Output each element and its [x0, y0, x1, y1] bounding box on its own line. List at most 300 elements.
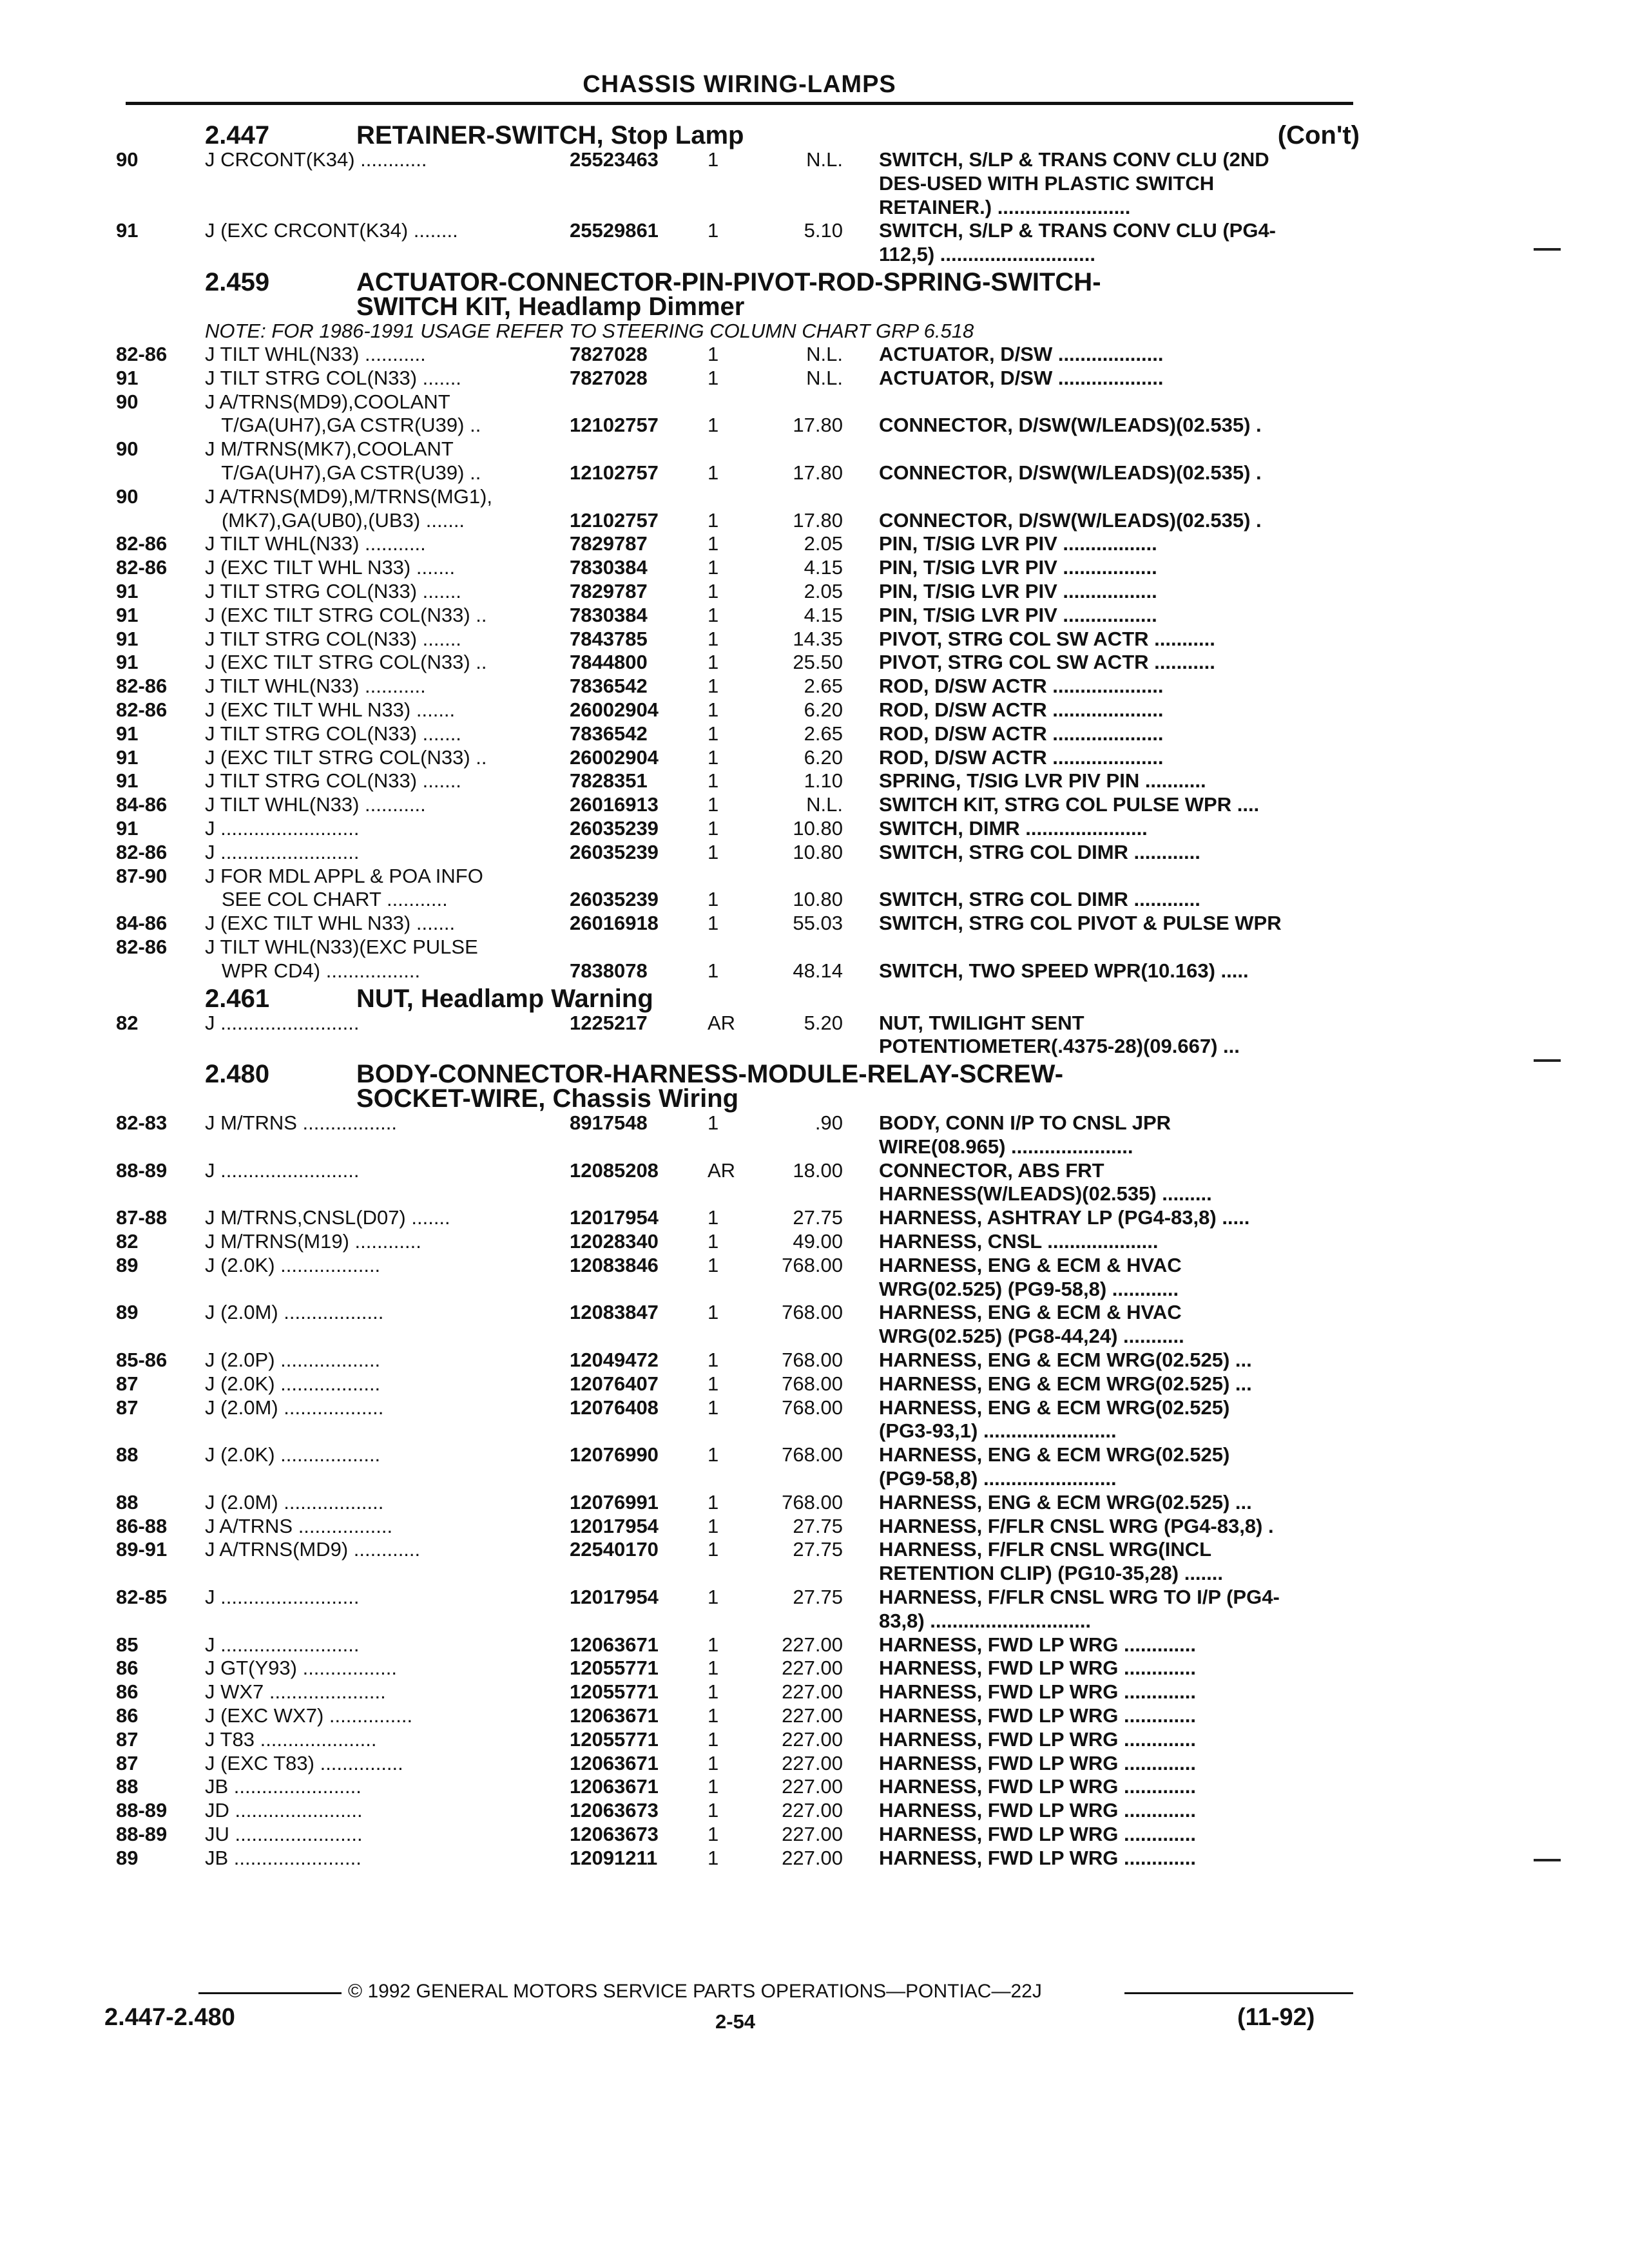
- part-number: [566, 936, 705, 959]
- quantity: 1: [708, 840, 719, 863]
- usage-description: J M/TRNS,CNSL(D07) .......: [205, 1206, 450, 1229]
- price: 2.65: [804, 722, 843, 745]
- price: 227.00: [782, 1775, 843, 1798]
- price: 18.00: [793, 1158, 843, 1182]
- usage-description: T/GA(UH7),GA CSTR(U39) ..: [205, 414, 481, 437]
- model-years: 88-89: [116, 1158, 168, 1182]
- part-name: CONNECTOR, D/SW(W/LEADS)(02.535) .: [879, 414, 1262, 437]
- part-number: 12091211: [570, 1846, 658, 1869]
- price: 25.50: [793, 651, 843, 674]
- part-name: 112,5) ............................: [879, 243, 1095, 266]
- model-years: [116, 243, 205, 267]
- price: 1.10: [804, 769, 843, 793]
- part-row: [116, 196, 1360, 220]
- model-years: 82-86: [116, 675, 168, 698]
- model-years: [116, 509, 205, 533]
- quantity: 1: [708, 1372, 719, 1395]
- part-row: [116, 1012, 1360, 1035]
- usage-description: J FOR MDL APPL & POA INFO: [205, 864, 483, 887]
- usage-description: JD .......................: [205, 1799, 363, 1822]
- part-name: BODY, CONN I/P TO CNSL JPR: [879, 1111, 1171, 1135]
- model-years: 85: [116, 1633, 139, 1656]
- price: 227.00: [782, 1727, 843, 1751]
- model-years: 84-86: [116, 793, 168, 816]
- model-years: [116, 1035, 205, 1059]
- usage-description: J T83 .....................: [205, 1727, 377, 1751]
- quantity: 1: [708, 1823, 719, 1845]
- part-row: [116, 628, 1360, 651]
- part-row: [116, 1301, 1360, 1325]
- usage-description: JB .......................: [205, 1775, 361, 1798]
- part-row: [116, 219, 1360, 243]
- part-number: 12102757: [570, 508, 659, 532]
- part-name: WIRE(08.965) ......................: [879, 1135, 1133, 1158]
- quantity: [705, 1182, 766, 1206]
- part-row: [116, 461, 1360, 485]
- price: [766, 1610, 843, 1633]
- usage-description: J (EXC TILT WHL N33) .......: [205, 698, 456, 721]
- usage-description: J (2.0M) ..................: [205, 1490, 384, 1514]
- part-name: PIN, T/SIG LVR PIV .................: [879, 532, 1157, 555]
- price: [766, 1562, 843, 1586]
- model-years: 91: [116, 579, 139, 602]
- part-number: [566, 865, 705, 889]
- part-name: HARNESS, ENG & ECM WRG(02.525) ...: [879, 1490, 1252, 1514]
- quantity: 1: [708, 627, 719, 650]
- price: 4.15: [804, 603, 843, 626]
- usage-description: [205, 1325, 566, 1349]
- usage-description: J (EXC CRCONT(K34) ........: [205, 219, 458, 242]
- price: 768.00: [782, 1372, 843, 1395]
- model-years: 88: [116, 1443, 139, 1466]
- part-name: RETAINER.) ........................: [879, 195, 1131, 218]
- quantity: 1: [708, 1443, 719, 1466]
- quantity: [705, 865, 766, 889]
- price: 10.80: [793, 888, 843, 911]
- quantity: [705, 243, 766, 267]
- section-note: NOTE: FOR 1986-1991 USAGE REFER TO STEERING COLUMN CHART GRP 6.518: [205, 319, 974, 342]
- part-row: [116, 580, 1360, 604]
- part-number: 26002904: [570, 745, 659, 769]
- part-number: 12083847: [570, 1301, 659, 1324]
- part-name: HARNESS, FWD LP WRG .............: [879, 1680, 1197, 1704]
- usage-description: J (EXC TILT WHL N33) .......: [205, 912, 456, 935]
- usage-description: J TILT STRG COL(N33) .......: [205, 579, 461, 602]
- model-years: 86: [116, 1657, 139, 1680]
- part-row: [116, 414, 1360, 437]
- part-row: [116, 936, 1360, 959]
- part-name: SWITCH, STRG COL PIVOT & PULSE WPR: [879, 912, 1282, 935]
- part-row: [116, 1704, 1360, 1728]
- model-years: [116, 1562, 205, 1586]
- margin-dash: [1534, 248, 1561, 251]
- part-row: [116, 1728, 1360, 1752]
- part-name: ACTUATOR, D/SW ...................: [879, 366, 1164, 389]
- part-number: 7843785: [570, 627, 648, 650]
- usage-description: J (EXC TILT STRG COL(N33) ..: [205, 745, 487, 769]
- price: 10.80: [793, 840, 843, 863]
- part-row: [116, 1111, 1360, 1135]
- price: 27.75: [793, 1538, 843, 1561]
- part-number: 7830384: [570, 603, 648, 626]
- part-number: 26035239: [570, 816, 659, 840]
- model-years: 82-86: [116, 698, 168, 721]
- usage-description: J A/TRNS(MD9),COOLANT: [205, 390, 450, 413]
- part-row: [116, 1491, 1360, 1515]
- part-row: [116, 865, 1360, 889]
- part-number: 7836542: [570, 722, 648, 745]
- quantity: 1: [708, 816, 719, 840]
- part-name: HARNESS, FWD LP WRG .............: [879, 1846, 1197, 1869]
- quantity: [705, 1562, 766, 1586]
- part-row: [116, 1752, 1360, 1776]
- section-heading: [116, 986, 1360, 1012]
- quantity: 1: [708, 1349, 719, 1372]
- model-years: 87-90: [116, 864, 168, 887]
- usage-description: J TILT WHL(N33) ...........: [205, 675, 426, 698]
- part-name: PIVOT, STRG COL SW ACTR ...........: [879, 651, 1215, 674]
- part-number: 12063671: [570, 1633, 659, 1656]
- part-number: [566, 437, 705, 461]
- quantity: 1: [708, 532, 719, 555]
- price: 227.00: [782, 1799, 843, 1822]
- usage-description: J .........................: [205, 1633, 360, 1656]
- part-number: [566, 172, 705, 196]
- part-row: [116, 1610, 1360, 1633]
- part-row: [116, 1562, 1360, 1586]
- usage-description: T/GA(UH7),GA CSTR(U39) ..: [205, 461, 481, 484]
- part-number: 7838078: [570, 959, 648, 982]
- part-number: 22540170: [570, 1538, 659, 1561]
- usage-description: J TILT STRG COL(N33) .......: [205, 366, 461, 389]
- part-row: [116, 390, 1360, 414]
- part-row: [116, 1633, 1360, 1657]
- price: 5.10: [804, 219, 843, 242]
- usage-description: J TILT WHL(N33) ...........: [205, 342, 426, 365]
- price: 6.20: [804, 698, 843, 721]
- part-name: NUT, TWILIGHT SENT: [879, 1011, 1084, 1034]
- price: 4.15: [804, 556, 843, 579]
- part-name: HARNESS(W/LEADS)(02.535) .........: [879, 1182, 1212, 1206]
- model-years: 87: [116, 1372, 139, 1395]
- quantity: [705, 196, 766, 220]
- part-number: 26002904: [570, 698, 659, 721]
- part-name: HARNESS, ENG & ECM & HVAC: [879, 1253, 1182, 1276]
- part-name: HARNESS, ENG & ECM WRG(02.525) ...: [879, 1372, 1252, 1395]
- quantity: 1: [708, 1680, 719, 1704]
- quantity: [705, 1278, 766, 1302]
- part-name: ROD, D/SW ACTR ....................: [879, 745, 1164, 769]
- model-years: 89-91: [116, 1538, 168, 1561]
- price: [766, 243, 843, 267]
- price: 48.14: [793, 959, 843, 982]
- usage-description: [205, 1419, 566, 1443]
- model-years: 82-86: [116, 342, 168, 365]
- quantity: 1: [708, 1111, 719, 1135]
- model-years: 91: [116, 651, 139, 674]
- model-years: [116, 196, 205, 220]
- page-header: CHASSIS WIRING-LAMPS: [583, 71, 896, 98]
- part-name: SWITCH, TWO SPEED WPR(10.163) .....: [879, 959, 1249, 982]
- usage-description: J .........................: [205, 1586, 360, 1609]
- quantity: 1: [708, 1206, 719, 1229]
- quantity: 1: [708, 1514, 719, 1537]
- part-name: [843, 437, 1360, 461]
- price: 27.75: [793, 1514, 843, 1537]
- price: 14.35: [793, 627, 843, 650]
- part-number: 12017954: [570, 1586, 659, 1609]
- part-name: PIN, T/SIG LVR PIV .................: [879, 603, 1157, 626]
- part-number: [566, 1182, 705, 1206]
- quantity: 1: [708, 1230, 719, 1253]
- model-years: 82-86: [116, 556, 168, 579]
- section-heading: [116, 122, 1360, 148]
- usage-description: J A/TRNS(MD9),M/TRNS(MG1),: [205, 485, 493, 508]
- part-row: [116, 959, 1360, 983]
- part-number: 12083846: [570, 1253, 659, 1276]
- part-name: HARNESS, FWD LP WRG .............: [879, 1657, 1197, 1680]
- part-name: SWITCH, DIMR ......................: [879, 816, 1148, 840]
- part-number: 12063673: [570, 1799, 659, 1822]
- usage-description: J (2.0P) ..................: [205, 1349, 381, 1372]
- part-number: 12076991: [570, 1490, 659, 1514]
- part-name: [843, 936, 1360, 959]
- quantity: [705, 1035, 766, 1059]
- price: [766, 936, 843, 959]
- model-years: [116, 1135, 205, 1159]
- model-years: [116, 1610, 205, 1633]
- quantity: 1: [708, 414, 719, 437]
- usage-description: WPR CD4) .................: [205, 959, 421, 982]
- part-number: 7836542: [570, 675, 648, 698]
- section-number: 2.459: [205, 267, 270, 296]
- part-number: [566, 390, 705, 414]
- model-years: 89: [116, 1846, 139, 1869]
- model-years: 84-86: [116, 912, 168, 935]
- part-number: 12076408: [570, 1396, 659, 1419]
- model-years: 86-88: [116, 1514, 168, 1537]
- usage-description: [205, 1467, 566, 1491]
- usage-description: J (2.0K) ..................: [205, 1443, 381, 1466]
- part-number: 7829787: [570, 579, 648, 602]
- part-row: [116, 1443, 1360, 1467]
- model-years: 91: [116, 745, 139, 769]
- quantity: 1: [708, 1301, 719, 1324]
- model-years: [116, 1182, 205, 1206]
- usage-description: [205, 1035, 566, 1059]
- usage-description: [205, 1278, 566, 1302]
- model-years: [116, 888, 205, 912]
- quantity: [705, 1610, 766, 1633]
- usage-description: J A/TRNS .................: [205, 1514, 393, 1537]
- part-row: [116, 698, 1360, 722]
- price: N.L.: [806, 342, 843, 365]
- usage-description: [205, 1182, 566, 1206]
- section-title: NUT, Headlamp Warning: [356, 984, 653, 1013]
- footer-rule-right: [1124, 1992, 1353, 1994]
- model-years: 89: [116, 1253, 139, 1276]
- part-name: HARNESS, F/FLR CNSL WRG TO I/P (PG4-: [879, 1586, 1280, 1609]
- part-number: [566, 1325, 705, 1349]
- price: 6.20: [804, 745, 843, 769]
- usage-description: (MK7),GA(UB0),(UB3) .......: [205, 508, 465, 532]
- part-row: [116, 367, 1360, 390]
- margin-dash: [1534, 1059, 1561, 1062]
- part-name: PIVOT, STRG COL SW ACTR ...........: [879, 627, 1215, 650]
- price: 227.00: [782, 1680, 843, 1704]
- model-years: 88-89: [116, 1799, 168, 1822]
- part-name: CONNECTOR, ABS FRT: [879, 1158, 1104, 1182]
- part-number: 12017954: [570, 1514, 659, 1537]
- usage-description: J TILT STRG COL(N33) .......: [205, 627, 461, 650]
- model-years: [116, 1419, 205, 1443]
- part-row: [116, 746, 1360, 770]
- usage-description: J M/TRNS .................: [205, 1111, 397, 1135]
- quantity: 1: [708, 912, 719, 935]
- quantity: 1: [708, 148, 719, 171]
- part-row: [116, 532, 1360, 556]
- price: N.L.: [806, 366, 843, 389]
- price: 10.80: [793, 816, 843, 840]
- quantity: 1: [708, 461, 719, 484]
- part-number: 12049472: [570, 1349, 659, 1372]
- part-number: 7827028: [570, 342, 648, 365]
- quantity: 1: [708, 366, 719, 389]
- part-number: 26016918: [570, 912, 659, 935]
- quantity: 1: [708, 1704, 719, 1727]
- part-row: [116, 1823, 1360, 1847]
- price: [766, 437, 843, 461]
- usage-description: J .........................: [205, 816, 360, 840]
- part-row: [116, 651, 1360, 675]
- part-row: [116, 437, 1360, 461]
- part-name: [843, 485, 1360, 509]
- header-rule: [126, 102, 1353, 105]
- usage-description: J .........................: [205, 1158, 360, 1182]
- footer-copyright: © 1992 GENERAL MOTORS SERVICE PARTS OPERATIONS—PONTIAC—22J: [348, 1981, 1042, 2002]
- part-number: [566, 1278, 705, 1302]
- quantity: 1: [708, 1751, 719, 1774]
- usage-description: J .........................: [205, 840, 360, 863]
- quantity: 1: [708, 1396, 719, 1419]
- part-number: 12028340: [570, 1230, 659, 1253]
- quantity: 1: [708, 603, 719, 626]
- part-name: WRG(02.525) (PG8-44,24) ...........: [879, 1325, 1184, 1348]
- model-years: 91: [116, 219, 139, 242]
- usage-description: J TILT STRG COL(N33) .......: [205, 722, 461, 745]
- quantity: 1: [708, 698, 719, 721]
- part-number: 12085208: [570, 1158, 659, 1182]
- part-name: HARNESS, ENG & ECM WRG(02.525): [879, 1396, 1230, 1419]
- section-title-line2: SOCKET-WIRE, Chassis Wiring: [356, 1084, 739, 1113]
- model-years: 89: [116, 1301, 139, 1324]
- part-number: 12063671: [570, 1704, 659, 1727]
- model-years: [116, 1278, 205, 1302]
- price: 227.00: [782, 1704, 843, 1727]
- part-number: 26016913: [570, 793, 659, 816]
- price: N.L.: [806, 793, 843, 816]
- part-row: [116, 1254, 1360, 1278]
- part-name: 83,8) .............................: [879, 1609, 1092, 1632]
- part-name: SWITCH KIT, STRG COL PULSE WPR ....: [879, 793, 1260, 816]
- part-name: SWITCH, S/LP & TRANS CONV CLU (2ND: [879, 148, 1269, 171]
- usage-description: J (EXC WX7) ...............: [205, 1704, 413, 1727]
- part-name: SWITCH, S/LP & TRANS CONV CLU (PG4-: [879, 219, 1277, 242]
- price: [766, 1182, 843, 1206]
- part-row: [116, 556, 1360, 580]
- usage-description: J (EXC T83) ...............: [205, 1751, 403, 1774]
- part-name: CONNECTOR, D/SW(W/LEADS)(02.535) .: [879, 461, 1262, 484]
- part-name: RETENTION CLIP) (PG10-35,28) .......: [879, 1562, 1223, 1585]
- usage-description: J TILT WHL(N33) ...........: [205, 793, 426, 816]
- part-row: [116, 509, 1360, 533]
- usage-description: J (EXC TILT STRG COL(N33) ..: [205, 603, 487, 626]
- price: [766, 1135, 843, 1159]
- section-heading-continued: [116, 1086, 1360, 1111]
- quantity: AR: [708, 1011, 736, 1034]
- part-number: 25529861: [570, 219, 659, 242]
- part-name: HARNESS, FWD LP WRG .............: [879, 1751, 1197, 1774]
- part-number: [566, 485, 705, 509]
- part-row: [116, 817, 1360, 841]
- part-name: ACTUATOR, D/SW ...................: [879, 342, 1164, 365]
- section-number-spacer: [116, 294, 356, 320]
- part-number: 7829787: [570, 532, 648, 555]
- usage-description: J M/TRNS(MK7),COOLANT: [205, 437, 454, 461]
- part-row: [116, 769, 1360, 793]
- price: 227.00: [782, 1751, 843, 1774]
- part-name: HARNESS, FWD LP WRG .............: [879, 1727, 1197, 1751]
- part-row: [116, 1419, 1360, 1443]
- part-number: [566, 1419, 705, 1443]
- usage-description: [205, 243, 566, 267]
- quantity: [705, 1135, 766, 1159]
- part-number: 7844800: [570, 651, 648, 674]
- part-name: HARNESS, ASHTRAY LP (PG4-83,8) .....: [879, 1206, 1250, 1229]
- part-number: 12063671: [570, 1751, 659, 1774]
- quantity: 1: [708, 1538, 719, 1561]
- section-number: 2.461: [205, 984, 270, 1013]
- part-name: PIN, T/SIG LVR PIV .................: [879, 556, 1157, 579]
- footer-date: (11-92): [1237, 2004, 1315, 2031]
- part-name: (PG3-93,1) ........................: [879, 1419, 1117, 1443]
- part-number: 25523463: [570, 148, 659, 171]
- part-number: [566, 1467, 705, 1491]
- model-years: 82-86: [116, 840, 168, 863]
- usage-description: JU .......................: [205, 1823, 363, 1845]
- part-row: [116, 1396, 1360, 1420]
- model-years: 82-85: [116, 1586, 168, 1609]
- model-years: 87: [116, 1727, 139, 1751]
- footer-page-number: 2-54: [715, 2010, 756, 2033]
- price: [766, 1035, 843, 1059]
- price: [766, 1419, 843, 1443]
- model-years: [116, 414, 205, 437]
- part-row: [116, 1657, 1360, 1680]
- price: 17.80: [793, 508, 843, 532]
- price: [766, 172, 843, 196]
- model-years: 88: [116, 1775, 139, 1798]
- section-title: BODY-CONNECTOR-HARNESS-MODULE-RELAY-SCREW-: [356, 1060, 1064, 1089]
- usage-description: [205, 196, 566, 220]
- quantity: 1: [708, 508, 719, 532]
- quantity: 1: [708, 1727, 719, 1751]
- margin-dash: [1534, 1859, 1561, 1861]
- quantity: [705, 390, 766, 414]
- model-years: 91: [116, 627, 139, 650]
- usage-description: J TILT STRG COL(N33) .......: [205, 769, 461, 793]
- part-row: [116, 675, 1360, 698]
